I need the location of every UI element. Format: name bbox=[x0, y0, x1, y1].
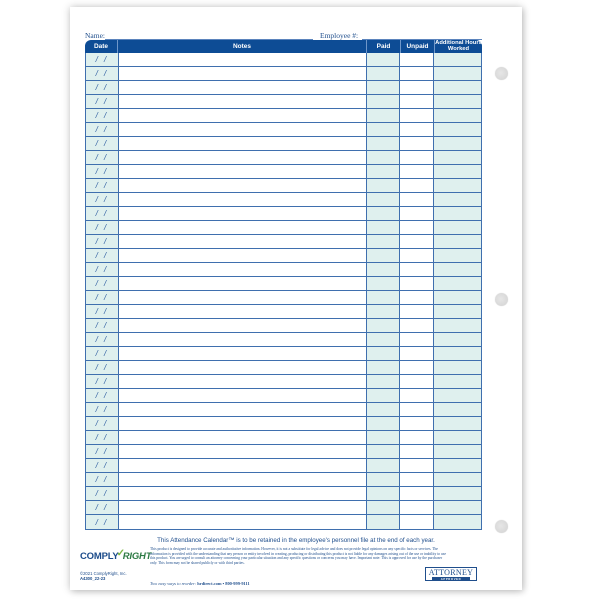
date-cell[interactable]: / / bbox=[86, 95, 119, 108]
additional-hours-cell[interactable] bbox=[434, 515, 481, 529]
table-row bbox=[86, 333, 481, 347]
date-cell[interactable]: / / bbox=[86, 375, 119, 388]
employee-number-label: Employee #: bbox=[320, 31, 359, 40]
table-row bbox=[86, 235, 481, 249]
table-row bbox=[86, 501, 481, 515]
unpaid-cell[interactable] bbox=[400, 151, 434, 164]
date-cell[interactable]: / / bbox=[86, 487, 119, 500]
date-cell[interactable]: / / bbox=[86, 459, 119, 472]
table-row bbox=[86, 403, 481, 417]
additional-hours-cell[interactable] bbox=[434, 53, 481, 66]
reorder-phone: 800-999-9111 bbox=[225, 581, 250, 586]
table-body bbox=[85, 53, 482, 530]
additional-hours-cell[interactable] bbox=[434, 109, 481, 122]
unpaid-cell[interactable] bbox=[400, 221, 434, 234]
notes-cell[interactable] bbox=[119, 389, 367, 402]
notes-cell[interactable] bbox=[119, 165, 367, 178]
date-cell[interactable]: / / bbox=[86, 417, 119, 430]
paid-cell[interactable] bbox=[367, 431, 401, 444]
date-cell[interactable]: / / bbox=[86, 193, 119, 206]
additional-hours-cell[interactable] bbox=[434, 501, 481, 514]
paid-cell[interactable] bbox=[367, 179, 401, 192]
date-cell[interactable]: / / bbox=[86, 207, 119, 220]
paid-cell[interactable] bbox=[367, 235, 401, 248]
column-header-date: Date bbox=[85, 40, 118, 53]
table-row bbox=[86, 389, 481, 403]
unpaid-cell[interactable] bbox=[400, 95, 434, 108]
paid-cell[interactable] bbox=[367, 53, 401, 66]
additional-hours-cell[interactable] bbox=[434, 249, 481, 262]
paid-cell[interactable] bbox=[367, 95, 401, 108]
date-cell[interactable]: / / bbox=[86, 473, 119, 486]
additional-hours-cell[interactable] bbox=[434, 305, 481, 318]
paid-cell[interactable] bbox=[367, 403, 401, 416]
additional-hours-cell[interactable] bbox=[434, 137, 481, 150]
date-cell[interactable]: / / bbox=[86, 347, 119, 360]
notes-cell[interactable] bbox=[119, 375, 367, 388]
additional-hours-cell[interactable] bbox=[434, 473, 481, 486]
notes-cell[interactable] bbox=[119, 277, 367, 290]
notes-cell[interactable] bbox=[119, 109, 367, 122]
notes-cell[interactable] bbox=[119, 431, 367, 444]
notes-cell[interactable] bbox=[119, 347, 367, 360]
table-row bbox=[86, 67, 481, 81]
unpaid-cell[interactable] bbox=[400, 81, 434, 94]
reorder-prefix: Two easy ways to reorder: bbox=[150, 581, 197, 586]
notes-cell[interactable] bbox=[119, 53, 367, 66]
column-header-unpaid: Unpaid bbox=[401, 40, 435, 53]
additional-hours-cell[interactable] bbox=[434, 347, 481, 360]
unpaid-cell[interactable] bbox=[400, 207, 434, 220]
badge-sub-text: APPROVED bbox=[432, 577, 470, 581]
table-row bbox=[86, 249, 481, 263]
paid-cell[interactable] bbox=[367, 165, 401, 178]
table-row bbox=[86, 473, 481, 487]
unpaid-cell[interactable] bbox=[400, 389, 434, 402]
table-row bbox=[86, 431, 481, 445]
notes-cell[interactable] bbox=[119, 333, 367, 346]
reorder-separator: • bbox=[222, 581, 225, 586]
paid-cell[interactable] bbox=[367, 361, 401, 374]
date-cell[interactable]: / / bbox=[86, 109, 119, 122]
date-cell[interactable]: / / bbox=[86, 445, 119, 458]
paid-cell[interactable] bbox=[367, 81, 401, 94]
additional-hours-cell[interactable] bbox=[434, 403, 481, 416]
table-row bbox=[86, 487, 481, 501]
complyright-logo bbox=[80, 548, 152, 562]
date-cell[interactable]: / / bbox=[86, 263, 119, 276]
additional-hours-cell[interactable] bbox=[434, 151, 481, 164]
notes-cell[interactable] bbox=[119, 305, 367, 318]
paid-cell[interactable] bbox=[367, 291, 401, 304]
name-label: Name: bbox=[85, 31, 105, 40]
date-cell[interactable]: / / bbox=[86, 67, 119, 80]
unpaid-cell[interactable] bbox=[400, 403, 434, 416]
unpaid-cell[interactable] bbox=[400, 67, 434, 80]
reorder-website-link[interactable]: hrdirect.com bbox=[197, 581, 222, 586]
notes-cell[interactable] bbox=[119, 445, 367, 458]
paid-cell[interactable] bbox=[367, 445, 401, 458]
unpaid-cell[interactable] bbox=[400, 291, 434, 304]
additional-hours-cell[interactable] bbox=[434, 333, 481, 346]
checkmark-icon: ✓ bbox=[116, 548, 125, 559]
date-cell[interactable]: / / bbox=[86, 221, 119, 234]
table-row bbox=[86, 221, 481, 235]
unpaid-cell[interactable] bbox=[400, 263, 434, 276]
unpaid-cell[interactable] bbox=[400, 487, 434, 500]
column-header-additional-hours: Additional Hours Worked bbox=[435, 39, 482, 52]
additional-hours-cell[interactable] bbox=[434, 417, 481, 430]
unpaid-cell[interactable] bbox=[400, 417, 434, 430]
unpaid-cell[interactable] bbox=[400, 249, 434, 262]
date-cell[interactable]: / / bbox=[86, 179, 119, 192]
table-row bbox=[86, 123, 481, 137]
additional-hours-cell[interactable] bbox=[434, 123, 481, 136]
logo-text-comply: COMPLY bbox=[80, 551, 119, 562]
retain-notice: This Attendance Calendar™ is to be retained in the employee's personnel file at the end of each year. bbox=[157, 537, 435, 544]
notes-cell[interactable] bbox=[119, 403, 367, 416]
notes-cell[interactable] bbox=[119, 95, 367, 108]
date-cell[interactable]: / / bbox=[86, 151, 119, 164]
date-cell[interactable]: / / bbox=[86, 137, 119, 150]
unpaid-cell[interactable] bbox=[400, 305, 434, 318]
date-cell[interactable]: / / bbox=[86, 501, 119, 514]
paid-cell[interactable] bbox=[367, 375, 401, 388]
paid-cell[interactable] bbox=[367, 137, 401, 150]
table-row bbox=[86, 305, 481, 319]
date-cell[interactable]: / / bbox=[86, 249, 119, 262]
table-row bbox=[86, 445, 481, 459]
copyright-block bbox=[80, 571, 127, 582]
unpaid-cell[interactable] bbox=[400, 473, 434, 486]
additional-hours-cell[interactable] bbox=[434, 277, 481, 290]
paid-cell[interactable] bbox=[367, 459, 401, 472]
notes-cell[interactable] bbox=[119, 249, 367, 262]
paid-cell[interactable] bbox=[367, 67, 401, 80]
legal-disclaimer: This product is designed to provide accurate and authoritative information. However, it is not a substitute for legal advice and does not provide legal opinions on any specific facts or services. The information is provided with the understanding that any person or entity involved in creating, producing or distributing this product is not liable for any damages arising out of the use or inability to use this product. You are urged to consult an attorney concerning your particular situation and any specific questions or concerns you may have. Important note: This is approved for use by the purchaser only. This form may not be shared publicly or with third parties. bbox=[150, 547, 446, 566]
table-row bbox=[86, 53, 481, 67]
column-header-notes: Notes bbox=[118, 40, 367, 53]
table-row bbox=[86, 375, 481, 389]
additional-hours-cell[interactable] bbox=[434, 445, 481, 458]
additional-hours-cell[interactable] bbox=[434, 263, 481, 276]
notes-cell[interactable] bbox=[119, 207, 367, 220]
unpaid-cell[interactable] bbox=[400, 137, 434, 150]
badge-main-text: ATTORNEY bbox=[428, 568, 474, 577]
binder-hole bbox=[495, 293, 508, 306]
paid-cell[interactable] bbox=[367, 123, 401, 136]
paid-cell[interactable] bbox=[367, 263, 401, 276]
additional-hours-cell[interactable] bbox=[434, 389, 481, 402]
date-cell[interactable]: / / bbox=[86, 515, 119, 529]
unpaid-cell[interactable] bbox=[400, 53, 434, 66]
paid-cell[interactable] bbox=[367, 515, 401, 529]
notes-cell[interactable] bbox=[119, 361, 367, 374]
table-row bbox=[86, 109, 481, 123]
date-cell[interactable]: / / bbox=[86, 277, 119, 290]
date-cell[interactable]: / / bbox=[86, 123, 119, 136]
notes-cell[interactable] bbox=[119, 291, 367, 304]
paid-cell[interactable] bbox=[367, 417, 401, 430]
unpaid-cell[interactable] bbox=[400, 109, 434, 122]
notes-cell[interactable] bbox=[119, 417, 367, 430]
additional-hours-cell[interactable] bbox=[434, 165, 481, 178]
unpaid-cell[interactable] bbox=[400, 123, 434, 136]
unpaid-cell[interactable] bbox=[400, 431, 434, 444]
unpaid-cell[interactable] bbox=[400, 501, 434, 514]
additional-hours-cell[interactable] bbox=[434, 81, 481, 94]
table-row bbox=[86, 417, 481, 431]
unpaid-cell[interactable] bbox=[400, 347, 434, 360]
date-cell[interactable]: / / bbox=[86, 333, 119, 346]
unpaid-cell[interactable] bbox=[400, 333, 434, 346]
additional-hours-cell[interactable] bbox=[434, 319, 481, 332]
copyright-text: ©2021 ComplyRight, Inc. bbox=[80, 571, 127, 576]
paid-cell[interactable] bbox=[367, 221, 401, 234]
notes-cell[interactable] bbox=[119, 221, 367, 234]
notes-cell[interactable] bbox=[119, 193, 367, 206]
table-row bbox=[86, 459, 481, 473]
date-cell[interactable]: / / bbox=[86, 403, 119, 416]
paid-cell[interactable] bbox=[367, 389, 401, 402]
notes-cell[interactable] bbox=[119, 67, 367, 80]
unpaid-cell[interactable] bbox=[400, 165, 434, 178]
paid-cell[interactable] bbox=[367, 207, 401, 220]
unpaid-cell[interactable] bbox=[400, 319, 434, 332]
attendance-table bbox=[85, 40, 482, 530]
date-cell[interactable]: / / bbox=[86, 53, 119, 66]
table-row bbox=[86, 207, 481, 221]
table-row bbox=[86, 151, 481, 165]
date-cell[interactable]: / / bbox=[86, 389, 119, 402]
column-header-paid: Paid bbox=[367, 40, 401, 53]
additional-hours-cell[interactable] bbox=[434, 375, 481, 388]
notes-cell[interactable] bbox=[119, 123, 367, 136]
paid-cell[interactable] bbox=[367, 193, 401, 206]
unpaid-cell[interactable] bbox=[400, 235, 434, 248]
notes-cell[interactable] bbox=[119, 81, 367, 94]
table-row bbox=[86, 277, 481, 291]
paid-cell[interactable] bbox=[367, 333, 401, 346]
additional-hours-cell[interactable] bbox=[434, 235, 481, 248]
table-row bbox=[86, 137, 481, 151]
sku-text: A4300_22-23 bbox=[80, 576, 106, 582]
paid-cell[interactable] bbox=[367, 347, 401, 360]
additional-hours-cell[interactable] bbox=[434, 221, 481, 234]
paid-cell[interactable] bbox=[367, 473, 401, 486]
paid-cell[interactable] bbox=[367, 277, 401, 290]
table-row bbox=[86, 291, 481, 305]
additional-hours-cell[interactable] bbox=[434, 67, 481, 80]
date-cell[interactable]: / / bbox=[86, 235, 119, 248]
table-header bbox=[85, 40, 482, 53]
attendance-form-page bbox=[70, 7, 522, 590]
additional-hours-cell[interactable] bbox=[434, 291, 481, 304]
logo-text-right: RIGHT bbox=[122, 551, 152, 562]
additional-hours-cell[interactable] bbox=[434, 361, 481, 374]
unpaid-cell[interactable] bbox=[400, 459, 434, 472]
date-cell[interactable]: / / bbox=[86, 305, 119, 318]
date-cell[interactable]: / / bbox=[86, 319, 119, 332]
table-row bbox=[86, 319, 481, 333]
table-row bbox=[86, 263, 481, 277]
notes-cell[interactable] bbox=[119, 235, 367, 248]
date-cell[interactable]: / / bbox=[86, 361, 119, 374]
additional-hours-cell[interactable] bbox=[434, 95, 481, 108]
table-row bbox=[86, 165, 481, 179]
notes-cell[interactable] bbox=[119, 501, 367, 514]
notes-cell[interactable] bbox=[119, 319, 367, 332]
table-row bbox=[86, 95, 481, 109]
notes-cell[interactable] bbox=[119, 487, 367, 500]
notes-cell[interactable] bbox=[119, 515, 367, 529]
paid-cell[interactable] bbox=[367, 151, 401, 164]
notes-cell[interactable] bbox=[119, 263, 367, 276]
unpaid-cell[interactable] bbox=[400, 361, 434, 374]
binder-hole bbox=[495, 520, 508, 533]
notes-cell[interactable] bbox=[119, 459, 367, 472]
notes-cell[interactable] bbox=[119, 151, 367, 164]
paid-cell[interactable] bbox=[367, 305, 401, 318]
table-row bbox=[86, 347, 481, 361]
additional-hours-cell[interactable] bbox=[434, 179, 481, 192]
unpaid-cell[interactable] bbox=[400, 375, 434, 388]
notes-cell[interactable] bbox=[119, 137, 367, 150]
paid-cell[interactable] bbox=[367, 501, 401, 514]
table-row bbox=[86, 361, 481, 375]
table-row bbox=[86, 193, 481, 207]
paid-cell[interactable] bbox=[367, 487, 401, 500]
date-cell[interactable]: / / bbox=[86, 291, 119, 304]
table-row bbox=[86, 179, 481, 193]
unpaid-cell[interactable] bbox=[400, 193, 434, 206]
table-row bbox=[86, 515, 481, 529]
unpaid-cell[interactable] bbox=[400, 515, 434, 529]
binder-hole bbox=[495, 67, 508, 80]
date-cell[interactable]: / / bbox=[86, 81, 119, 94]
reorder-line bbox=[150, 581, 250, 586]
additional-hours-cell[interactable] bbox=[434, 193, 481, 206]
date-cell[interactable]: / / bbox=[86, 431, 119, 444]
date-cell[interactable]: / / bbox=[86, 165, 119, 178]
paid-cell[interactable] bbox=[367, 319, 401, 332]
unpaid-cell[interactable] bbox=[400, 277, 434, 290]
additional-hours-cell[interactable] bbox=[434, 487, 481, 500]
paid-cell[interactable] bbox=[367, 249, 401, 262]
unpaid-cell[interactable] bbox=[400, 179, 434, 192]
additional-hours-cell[interactable] bbox=[434, 459, 481, 472]
additional-hours-cell[interactable] bbox=[434, 207, 481, 220]
notes-cell[interactable] bbox=[119, 473, 367, 486]
paid-cell[interactable] bbox=[367, 109, 401, 122]
attorney-approved-badge bbox=[425, 567, 477, 581]
notes-cell[interactable] bbox=[119, 179, 367, 192]
additional-hours-cell[interactable] bbox=[434, 431, 481, 444]
table-row bbox=[86, 81, 481, 95]
unpaid-cell[interactable] bbox=[400, 445, 434, 458]
